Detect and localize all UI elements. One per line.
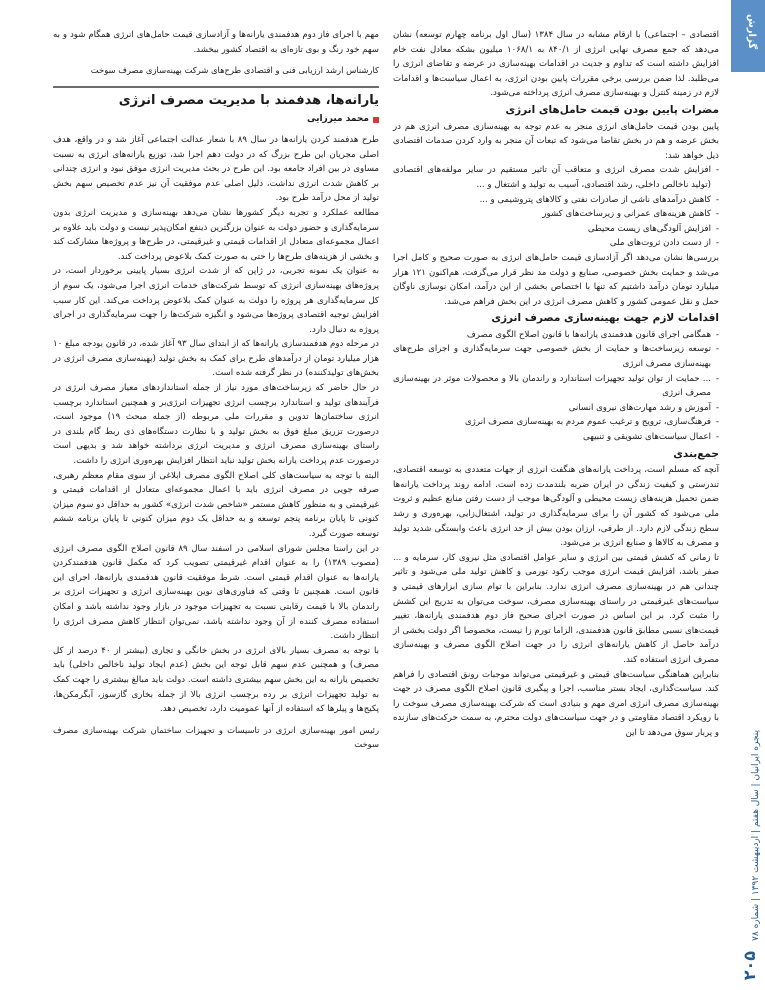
- author-marker-icon: [373, 117, 379, 123]
- paragraph: بنابراین هماهنگی سیاست‌های قیمتی و غیرقیمتی می‌تواند موجبات رونق اقتصادی را فراهم کند. سیاست‌گذاری، ایجاد بستر مناسب، اجرا و پیگیری قانون اصلاح الگوی مصرف در جهت بهینه‌سازی مصرف انرژی امری مهم و بنیادی است که شرکت بهینه‌سازی مصرف سوخت را با رویکرد اقتصاد مقاومتی و در جهت سیاست‌های دولت محترم، به سمت حرکت‌های سازنده و پربار سوق می‌دهد تا این: [393, 669, 719, 738]
- paragraph: در حال حاضر که زیرساخت‌های مورد نیاز از جمله استانداردهای معیار مصرف انرژی در فرآیندهای تولید و استاندارد برچسب انرژی تجهیزات انرژی‌بر و همچنین استاندارد برچسب انرژی ساختمان‌ها تدوین و مقررات ملی مربوطه (از جمله مبحث ۱۹) موجود است، درصورت تزریق مبلغ فوق به بخش تولید و با نظارت دستگاه‌های ذی ربط گام بلندی در راستای بهینه‌سازی مصرف انرژی و مدیریت انرژی برداشته خواهد شد و بدیهی است درصورت عدم پرداخت یارانه بخش تولید نباید انتظار افزایش بهره‌وری انرژی را داشت.: [53, 383, 379, 467]
- page-sidebar: [731, 0, 765, 990]
- running-footer: پنجره ایرانیان | سال هفتم | اردیبهشت ۱۳۹۲ | شماره ۷۸: [751, 730, 761, 941]
- author-line: [53, 112, 379, 127]
- list-item: - توسعه زیرساخت‌ها و حمایت از بخش خصوصی جهت سرمایه‌گذاری و اجرای طرح‌های بهینه‌سازی مصرف انرژی: [393, 342, 719, 371]
- bullet-list: [393, 163, 719, 251]
- author-signature: کارشناس ارشد ارزیابی فنی و اقتصادی طرح‌های شرکت بهینه‌سازی مصرف سوخت: [90, 65, 379, 76]
- paragraph: در مرحله دوم هدفمندسازی یارانه‌ها که از ابتدای سال ۹۳ آغاز شده، در قانون بودجه مبلغ ۱۰ هزار میلیارد تومان از درآمدهای طرح برای کمک به بخش تولید (بهینه‌سازی مصرف انرژی در بخش‌های تولیدکننده) در نظر گرفته شده است.: [53, 339, 379, 379]
- section-heading: اقدامات لازم جهت بهینه‌سازی مصرف انرژی: [491, 312, 719, 325]
- right-column: [393, 28, 719, 741]
- paragraph: طرح هدفمند کردن یارانه‌ها در سال ۸۹ با شعار عدالت اجتماعی آغاز شد و در واقع، هدف اصلی مجریان این طرح بزرگ که در دولت دهم اجرا شد، توزیع یارانه‌های انرژی به نسبت مساوی در بین افراد جامعه بود. این طرح در بحث مدیریت انرژی موفق نبود و انرژی چندانی بر کاهش شدت انرژی نداشت، دلیل اصلی عدم موفقیت آن نیز عدم تخصیص سهم بخش تولید از محل درآمد طرح بود.: [53, 134, 379, 204]
- list-item: - کاهش هزینه‌های عمرانی و زیرساخت‌های کشور: [393, 207, 719, 222]
- paragraph: اقتصادی – اجتماعی) با ارقام مشابه در سال ۱۳۸۴ (سال اول برنامه چهارم توسعه) نشان می‌دهد که جمع مصرف نهایی انرژی از ۸۴۰/۱ به ۱۰۶۸/۱ میلیون بشکه معادل نفت خام افزایش داشته است که تداوم و جدیت در اقدامات بهینه‌سازی در عرضه و تقاضای انرژی را می‌طلبد. لذا ضمن بررسی برخی مقررات پایین بودن انرژی، به اعمال سیاست‌ها و اقدامات لازم در زمینه کنترل و بهینه‌سازی مصرف انرژی پرداخته می‌شود.: [393, 30, 720, 99]
- page-number: ۲۰۵: [740, 950, 759, 980]
- left-column: [53, 28, 379, 752]
- section-heading: مضرات پایین بودن قیمت حامل‌های انرژی: [505, 103, 719, 116]
- paragraph: آنچه که مسلم است، پرداخت یارانه‌های هنگفت انرژی از جهات متعددی به توسعه اقتصادی، تندرستی و کیفیت زندگی در ایران ضربه بلندمدت زده است. ادامه روند پرداخت یارانه‌ها ضمن تحمیل هزینه‌های زیست محیطی و آلودگی‌ها موجب از دست رفتن منابع عظیم و ثروت ملی می‌شود که کشور آن را برای سرمایه‌گذاری در تولید، اشتغال‌زایی، بهره‌وری و رشد سطح زندگی لازم دارد. از طرفی، ارزان بودن بیش از حد انرژی باعث وابستگی شدید تولید و مصرف به کالاها و صنایع انرژی بر می‌شود.: [393, 465, 719, 549]
- paragraph: مهم با اجرای فاز دوم هدفمندی یارانه‌ها و آزادسازی قیمت حامل‌های انرژی همگام شود و به سهم خود رنگ و بوی تازه‌ای به اقتصاد کشور ببخشد.: [53, 30, 379, 55]
- article-title-block: [53, 86, 379, 127]
- paragraph: در این راستا مجلس شورای اسلامی در اسفند سال ۸۹ قانون اصلاح الگوی مصرف انرژی (مصوب ۱۳۸۹) را به عنوان اقدام غیرقیمتی تصویب کرد که مکمل قانون هدفمندکردن یارانه‌ها به عنوان اقدام قیمتی است. شرط موفقیت قانون هدفمندی یارانه‌ها، اجرای این قانون است. همچنین تا وقتی که فناوری‌های نوین بهینه‌سازی انرژی و تجهیزات انرژی بر راندمان بالا با قیمت رقابتی نسبت به تجهیزات موجود در بازار وجود نداشته باشد و امکان استفاده مصرف کننده از آن وجود نداشته باشد، نمی‌توان انتظار کاهش مصرف انرژی را انتظار داشت.: [53, 543, 380, 642]
- paragraph: مطالعه عملکرد و تجربه دیگر کشورها نشان می‌دهد بهینه‌سازی و مدیریت انرژی بدون سرمایه‌گذاری و حضور دولت به عنوان بزرگترین ذینفع امکان‌پذیر نیست و دولت باید علاوه بر اعمال مجموعه‌ای متعادل از اقدامات قیمتی و غیرقیمتی، در طرح‌ها و پروژه‌ها مشارکت کند و بخشی از هزینه‌های طرح‌ها را حتی به صورت کمک بلاعوض پرداخت کند.: [53, 207, 379, 262]
- paragraph: بررسی‌ها نشان می‌دهد اگر آزادسازی قیمت حامل‌های انرژی به صورت صحیح و کامل اجرا می‌شد و حمایت بخش خصوصی، صنایع و دولت مد نظر قرار می‌گرفت، هم‌اکنون ۱۲۱ هزار میلیارد تومان درآمد داشتیم که تنها با اختصاص بخشی از این درآمد، امکان نوسازی ناوگان حمل و نقل عمومی کشور و کاهش مصرف انرژی در این بخش فراهم می‌شد.: [393, 252, 719, 307]
- section-tab: [731, 0, 765, 72]
- section-heading: جمع‌بندی: [673, 447, 719, 460]
- article-title: یارانه‌ها، هدفمند با مدیریت مصرف انرژی: [118, 92, 379, 108]
- list-item: - افزایش شدت مصرف انرژی و متعاقب آن تاثیر مستقیم در سایر مولفه‌های اقتصادی (تولید ناخالص داخلی، رشد اقتصادی، آسیب به تولید و اشتغال و ...: [393, 163, 719, 192]
- list-item: - فرهنگ‌سازی، ترویج و ترغیب عموم مردم به بهینه‌سازی مصرف انرژی: [393, 415, 719, 430]
- paragraph: پایین بودن قیمت حامل‌های انرژی منجر به عدم توجه به بهینه‌سازی مصرف انرژی هم در بخش عرضه و هم در بخش تقاضا می‌شود که تبعات آن منجر به وارد کردن صدمات اقتصادی ذیل خواهد شد:: [393, 121, 719, 161]
- list-item: - کاهش درآمدهای ناشی از صادرات نفتی و کالاهای پتروشیمی و ...: [393, 193, 719, 208]
- list-item: - ... حمایت از توان تولید تجهیزات استاندارد و راندمان بالا و محصولات موثر در بهینه‌سازی مصرف انرژی: [393, 372, 719, 401]
- section-label: گزارش: [746, 14, 757, 50]
- bullet-list: [393, 328, 719, 445]
- list-item: - همگامی اجرای قانون هدفمندی یارانه‌ها با قانون اصلاح الگوی مصرف: [393, 328, 719, 343]
- list-item: - اعمال سیاست‌های تشویقی و تنبیهی: [393, 430, 719, 445]
- paragraph: با توجه به مصرف بسیار بالای انرژی در بخش خانگی و تجاری (بیشتر از ۴۰ درصد از کل مصرف) و همچنین عدم سهم قابل توجه این بخش (عدم ایجاد تولید ناخالص داخلی) باید تخصیص یارانه به این بخش سهم بیشتری داشته است. دولت باید مبالغ بیشتری را جهت کمک به تولید تجهیزات انرژی بر رده برچسب انرژی بالا از جمله بخاری گازسوز، آبگرمکن‌ها، پکیج‌ها و پیلرها که استفاده از آنها عمومیت دارد، تخصیص دهد.: [53, 645, 379, 715]
- paragraph: تا زمانی که کشش قیمتی بین انرژی و سایر عوامل اقتصادی مثل نیروی کار، سرمایه و ... صفر باشد، افزایش قیمت انرژی موجب رکود تورمی و کاهش تولید ملی می‌شود و تاثیر چندانی هم در بهینه‌سازی مصرف انرژی ندارد. بنابراین با توام سازی ابزارهای قیمتی و سیاست‌های غیرقیمتی در راستای بهینه‌سازی مصرف، سوخت می‌توان به تدریج این کشش را مثبت کرد. بر این اساس در صورت اجرای صحیح فاز دوم هدفمندی یارانه‌ها، تغییر قیمت‌های نسبی مطابق قانون هدفمندی، الزاما تورم زا نیست، مخصوصا اگر دولت بخشی از درآمد حاصل از کاهش یارانه‌های انرژی را در جهت اصلاح الگوی مصرف و بهینه‌سازی مصرف انرژی استفاده کند.: [393, 552, 719, 665]
- list-item: - از دست دادن ثروت‌های ملی: [393, 236, 719, 251]
- list-item: - آموزش و رشد مهارت‌های نیروی انسانی: [393, 401, 719, 416]
- list-item: - افزایش آلودگی‌های زیست محیطی: [393, 222, 719, 237]
- author-name: محمد میرزایی: [306, 114, 369, 125]
- paragraph: البته با توجه به سیاست‌های کلی اصلاح الگوی مصرف ابلاغی از سوی مقام معظم رهبری، صرفه جویی در مصرف انرژی باید با اعمال مجموعه‌ای متعادل از اقدامات قیمتی و غیرقیمتی و به منظور کاهش مستمر «شاخص شدت انرژی» کشور به حداقل دو سوم میزان کنونی تا پایان برنامه پنجم توسعه و به حداقل یک دوم میزان کنونی تا پایان برنامه ششم توسعه صورت گیرد.: [53, 470, 379, 539]
- paragraph: به عنوان یک نمونه تجربی، در ژاپن که از شدت انرژی بسیار پایینی برخوردار است، در پروژه‌های بهینه‌سازی انرژی که توسط شرکت‌های خدمات انرژی اجرا می‌شود، یک سوم از کل سرمایه‌گذاری هر پروژه را دولت به عنوان کمک بلاعوض پرداخت می‌کند. این کار سبب افزایش توجیه اقتصادی پروژه‌ها می‌شود و انگیزه شرکت‌ها را جهت سرمایه‌گذاری در اجرای پروژه به دنبال دارد.: [53, 266, 379, 335]
- author-signature: رئیس امور بهینه‌سازی انرژی در تاسیسات و تجهیزات ساختمان شرکت بهینه‌سازی مصرف سوخت: [53, 724, 379, 750]
